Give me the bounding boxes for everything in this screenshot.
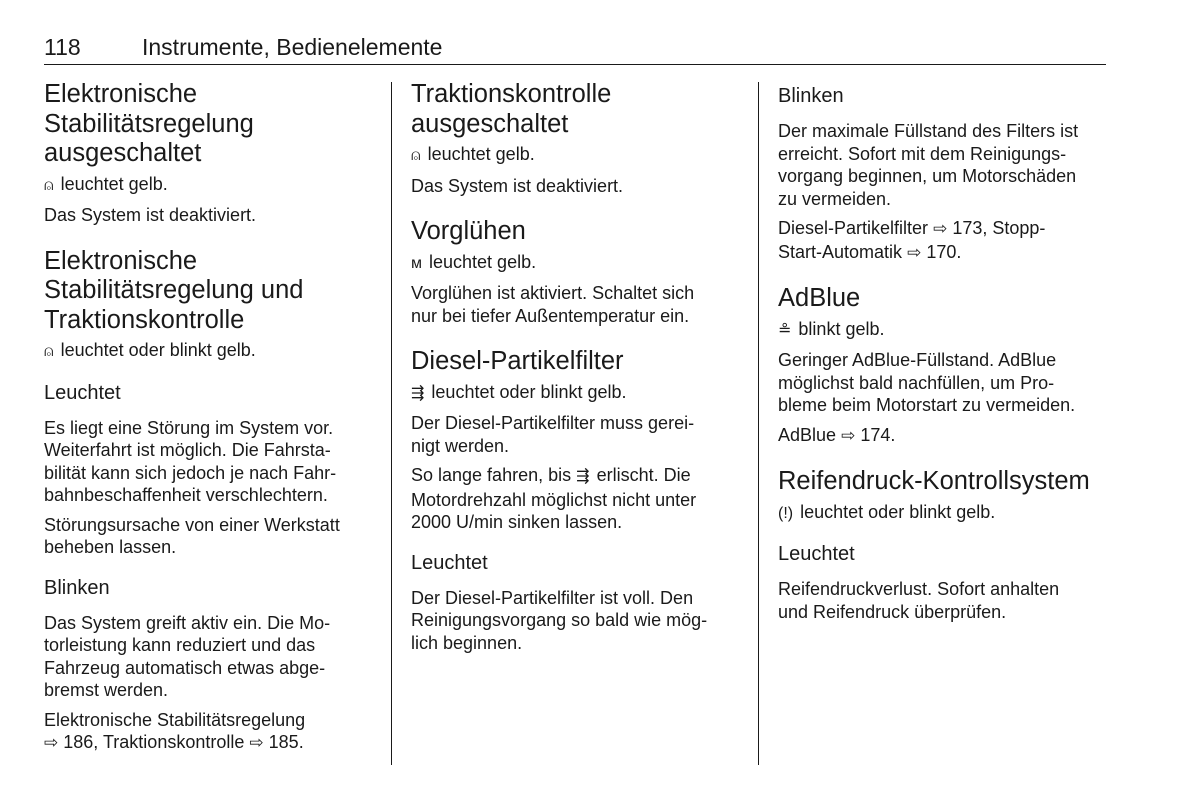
heading-vorgluehen: Vorglühen	[411, 217, 526, 245]
cross-reference: AdBlue ⇨ 174.	[778, 424, 896, 445]
subheading-leuchtet: Leuchtet	[411, 551, 488, 574]
column-divider	[391, 82, 392, 765]
paragraph: Es liegt eine Störung im System vor. Weiterfahrt ist möglich. Die Fahrsta- bilität kann sich jedoch je nach Fahr- bahnbeschaffenheit verschlechtern.	[44, 417, 337, 505]
paragraph: Störungsursache von einer Werkstatt beheben lassen.	[44, 514, 340, 557]
adblue-icon: ≗	[778, 321, 792, 339]
heading-esc-off: Elektronische Stabilitätsregelung ausgeschaltet	[44, 80, 254, 167]
column-1: Elektronische Stabilitätsregelung ausgeschaltet ⍝ leuchtet gelb. Das System ist deaktiviert. Elektronische Stabilitätsregelung und Traktionskontrolle ⍝ leuchtet oder blinkt gelb. Leuchtet Es liegt eine Störung im System vor. Weiterfahrt ist möglich. Die Fahrsta- bilität kann sich jedoch je nach Fahr- bahnbeschaffenheit verschlechtern. Störungsursache von einer Werkstatt beheben lassen. Blinken Das System greift aktiv ein. Die Mo- torleistung kann reduziert und das Fahrzeug automatisch etwas abge- bremst werden. Elektronische Stabilitätsregelung ⇨ 186, Traktionskontrolle ⇨ 185.	[44, 80, 374, 755]
cross-reference: Elektronische Stabilitätsregelung ⇨ 186, Traktionskontrolle ⇨ 185.	[44, 709, 306, 752]
column-2: Traktionskontrolle ausgeschaltet ⍝ leuchtet gelb. Das System ist deaktiviert. Vorglühen ᴍ leuchtet gelb. Vorglühen ist aktiviert. Schaltet sich nur bei tiefer Außentemperatur ein. Diesel-Partikelfilter ⇶ leuchtet oder blinkt gelb. Der Diesel-Partikelfilter muss gerei- nigt werden. So lange fahren, bis ⇶ erlischt. Die Motordrehzahl möglichst nicht unter 2000 U/min sinken lassen. Leuchtet Der Diesel-Partikelfilter ist voll. Den Reinigungsvorgang so bald wie mög- lich beginnen.	[411, 80, 741, 654]
reference-arrow-icon: ⇨	[841, 425, 856, 445]
reference-arrow-icon: ⇨	[249, 733, 264, 752]
paragraph: Der Diesel-Partikelfilter muss gerei- nigt werden.	[411, 413, 695, 456]
particle-filter-icon: ⇶	[576, 468, 590, 485]
glow-plug-icon: ᴍ	[411, 254, 422, 272]
paragraph: Geringer AdBlue-Füllstand. AdBlue möglichst bald nachfüllen, um Pro- bleme beim Motorstart zu vermeiden.	[778, 350, 1076, 415]
running-title: Instrumente, Bedienelemente	[142, 34, 443, 60]
heading-tc-off: Traktionskontrolle ausgeschaltet	[411, 80, 612, 138]
subheading-leuchtet: Leuchtet	[778, 543, 855, 565]
page-number: 118	[44, 34, 81, 60]
paragraph: Das System ist deaktiviert.	[411, 175, 624, 196]
cross-reference: Diesel-Partikelfilter ⇨ 173, Stopp- Start-Automatik ⇨ 170.	[778, 218, 1046, 262]
heading-adblue: AdBlue	[778, 284, 861, 312]
heading-esc-tc: Elektronische Stabilitätsregelung und Traktionskontrolle	[44, 246, 304, 334]
paragraph: Reifendruckverlust. Sofort anhalten und Reifendruck überprüfen.	[778, 579, 1060, 622]
paragraph: Der Diesel-Partikelfilter ist voll. Den Reinigungsvorgang so bald wie mög- lich beginnen.	[411, 587, 708, 653]
reference-arrow-icon: ⇨	[44, 733, 59, 752]
reference-arrow-icon: ⇨	[933, 219, 948, 238]
esc-warning-icon: ⍝	[44, 343, 54, 360]
particle-filter-icon: ⇶	[411, 384, 425, 402]
tire-pressure-icon: (!)	[778, 504, 794, 522]
subheading-blinken: Blinken	[778, 85, 844, 107]
column-3: Blinken Der maximale Füllstand des Filters ist erreicht. Sofort mit dem Reinigungs- vorgang beginnen, um Motorschäden zu vermeiden. Diesel-Partikelfilter ⇨ 173, Stopp- Start-Automatik ⇨ 170. AdBlue ≗ blinkt gelb. Geringer AdBlue-Füllstand. AdBlue möglichst bald nachfüllen, um Pro- bleme beim Motorstart zu vermeiden. AdBlue ⇨ 174. Reifendruck-Kontrollsystem (!) leuchtet oder blinkt gelb. Leuchtet Reifendruckverlust. Sofort anhalten und Reifendruck überprüfen.	[778, 80, 1108, 623]
page-header	[44, 34, 1106, 65]
traction-off-icon: ⍝	[411, 147, 421, 164]
heading-reifendruck: Reifendruck-Kontrollsystem	[778, 467, 1090, 495]
paragraph: Vorglühen ist aktiviert. Schaltet sich nur bei tiefer Außentemperatur ein.	[411, 283, 695, 326]
heading-diesel-partikelfilter: Diesel-Partikelfilter	[411, 347, 624, 375]
paragraph: Das System greift aktiv ein. Die Mo- torleistung kann reduziert und das Fahrzeug automatisch etwas abge- bremst werden.	[44, 612, 331, 700]
paragraph: Der maximale Füllstand des Filters ist erreicht. Sofort mit dem Reinigungs- vorgang beginnen, um Motorschäden zu vermeiden.	[778, 121, 1079, 209]
column-divider	[758, 82, 759, 765]
paragraph: Das System ist deaktiviert.	[44, 205, 257, 225]
esc-off-warning-icon: ⍝	[44, 176, 54, 194]
subheading-leuchtet: Leuchtet	[44, 381, 121, 404]
subheading-blinken: Blinken	[44, 576, 110, 599]
reference-arrow-icon: ⇨	[907, 242, 922, 262]
paragraph: So lange fahren, bis ⇶ erlischt. Die Motordrehzahl möglichst nicht unter 2000 U/min sinken lassen.	[411, 465, 697, 532]
